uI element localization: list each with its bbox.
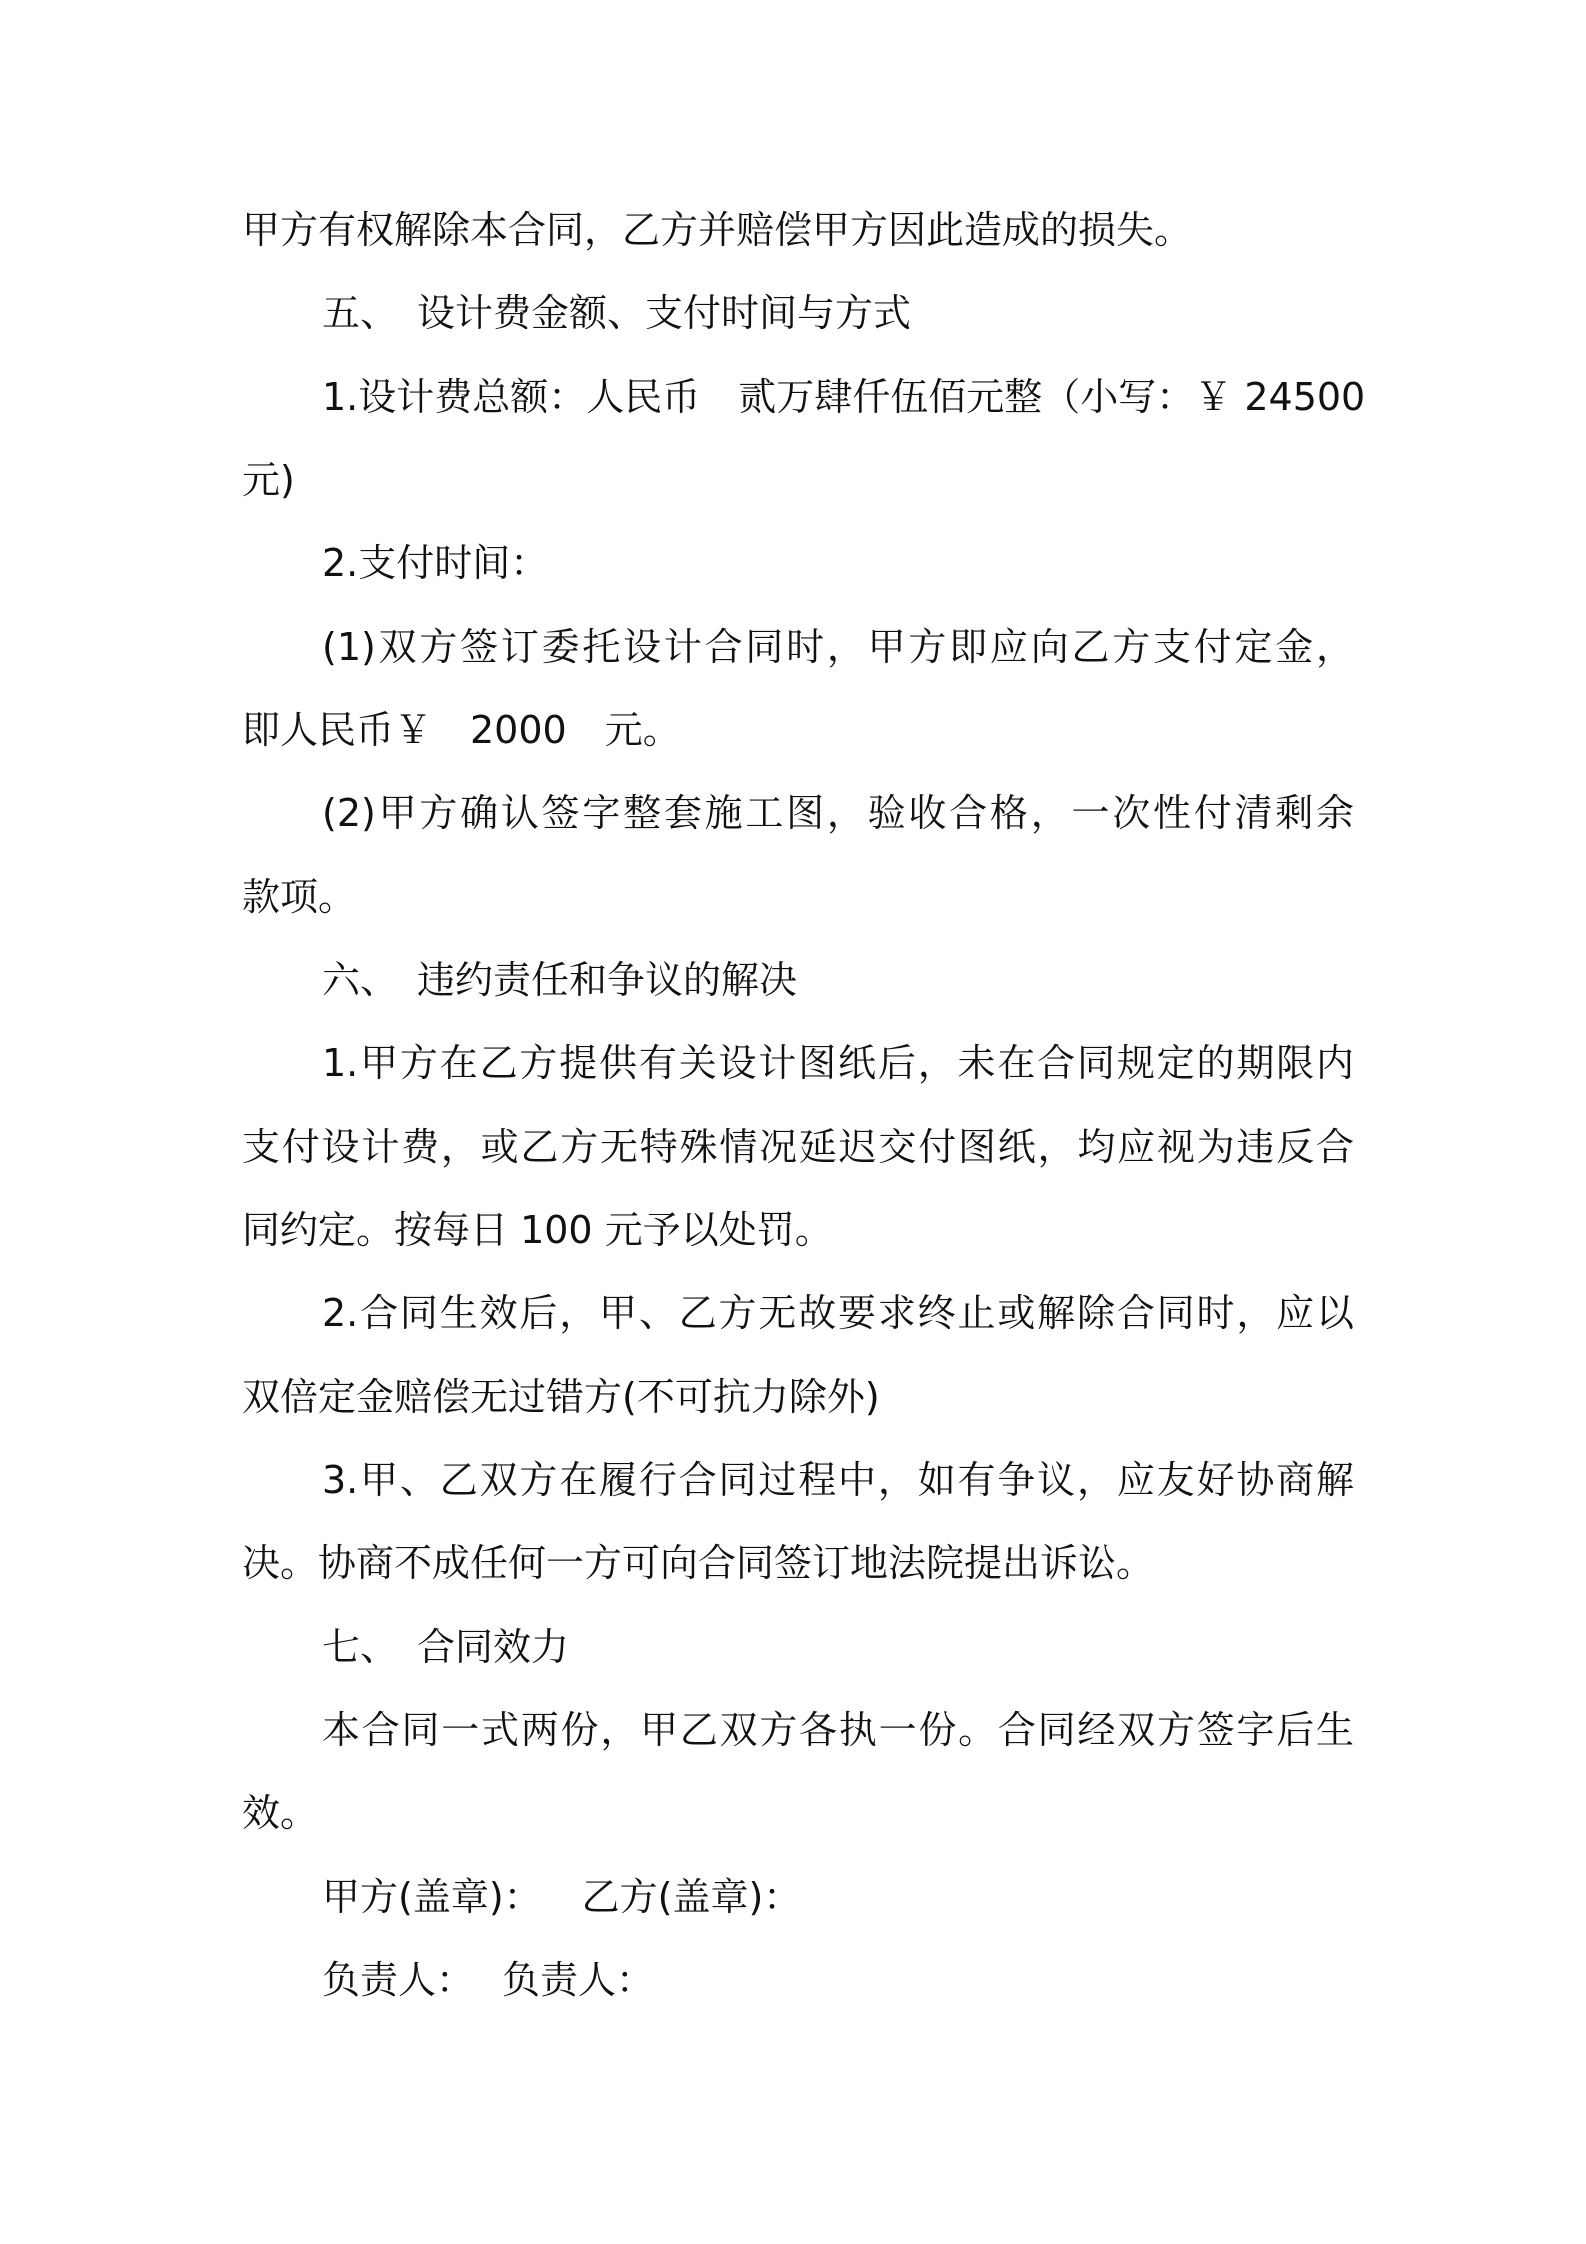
paragraph-line: 元) — [242, 458, 295, 502]
paragraph-line: 支付设计费，或乙方无特殊情况延迟交付图纸，均应视为违反合 — [242, 1125, 1354, 1169]
paragraph-line: (2)甲方确认签字整套施工图，验收合格，一次性付清剩余 — [322, 791, 1354, 835]
paragraph-line: 即人民币￥ 2000 元。 — [242, 708, 681, 752]
paragraph-line: 决。协商不成任何一方可向合同签订地法院提出诉讼。 — [242, 1541, 1155, 1585]
paragraph-line: 效。 — [242, 1791, 319, 1835]
party-b-seal-label: 乙方(盖章)： — [581, 1875, 802, 1919]
paragraph-line: 1.设计费总额：人民币 贰万肆仟伍佰元整（小写：￥ 24500 — [322, 375, 1366, 419]
party-a-seal-label: 甲方(盖章)： — [322, 1875, 542, 1919]
paragraph-line: 双倍定金赔偿无过错方(不可抗力除外) — [242, 1375, 880, 1419]
paragraph-line: 2.支付时间： — [322, 541, 549, 585]
paragraph-line: 同约定。按每日 100 元予以处罚。 — [242, 1208, 833, 1252]
paragraph-line: 款项。 — [242, 875, 357, 919]
section-heading-5: 五、 设计费金额、支付时间与方式 — [322, 291, 912, 335]
section-heading-7: 七、 合同效力 — [322, 1625, 570, 1669]
party-b-person-label: 负责人： — [502, 1958, 655, 2002]
paragraph-line: (1)双方签订委托设计合同时，甲方即应向乙方支付定金， — [322, 625, 1354, 669]
party-a-person-label: 负责人： — [322, 1958, 475, 2002]
paragraph-line: 本合同一式两份，甲乙双方各执一份。合同经双方签字后生 — [322, 1708, 1354, 1752]
signature-person-row — [322, 1955, 654, 2005]
paragraph-line: 3.甲、乙双方在履行合同过程中，如有争议，应友好协商解 — [322, 1458, 1354, 1502]
paragraph-line: 甲方有权解除本合同，乙方并赔偿甲方因此造成的损失。 — [242, 208, 1193, 252]
section-heading-6: 六、 违约责任和争议的解决 — [322, 958, 798, 1002]
signature-seal-row — [322, 1872, 801, 1922]
paragraph-line: 1.甲方在乙方提供有关设计图纸后，未在合同规定的期限内 — [322, 1041, 1354, 1085]
paragraph-line: 2.合同生效后，甲、乙方无故要求终止或解除合同时，应以 — [322, 1291, 1354, 1335]
